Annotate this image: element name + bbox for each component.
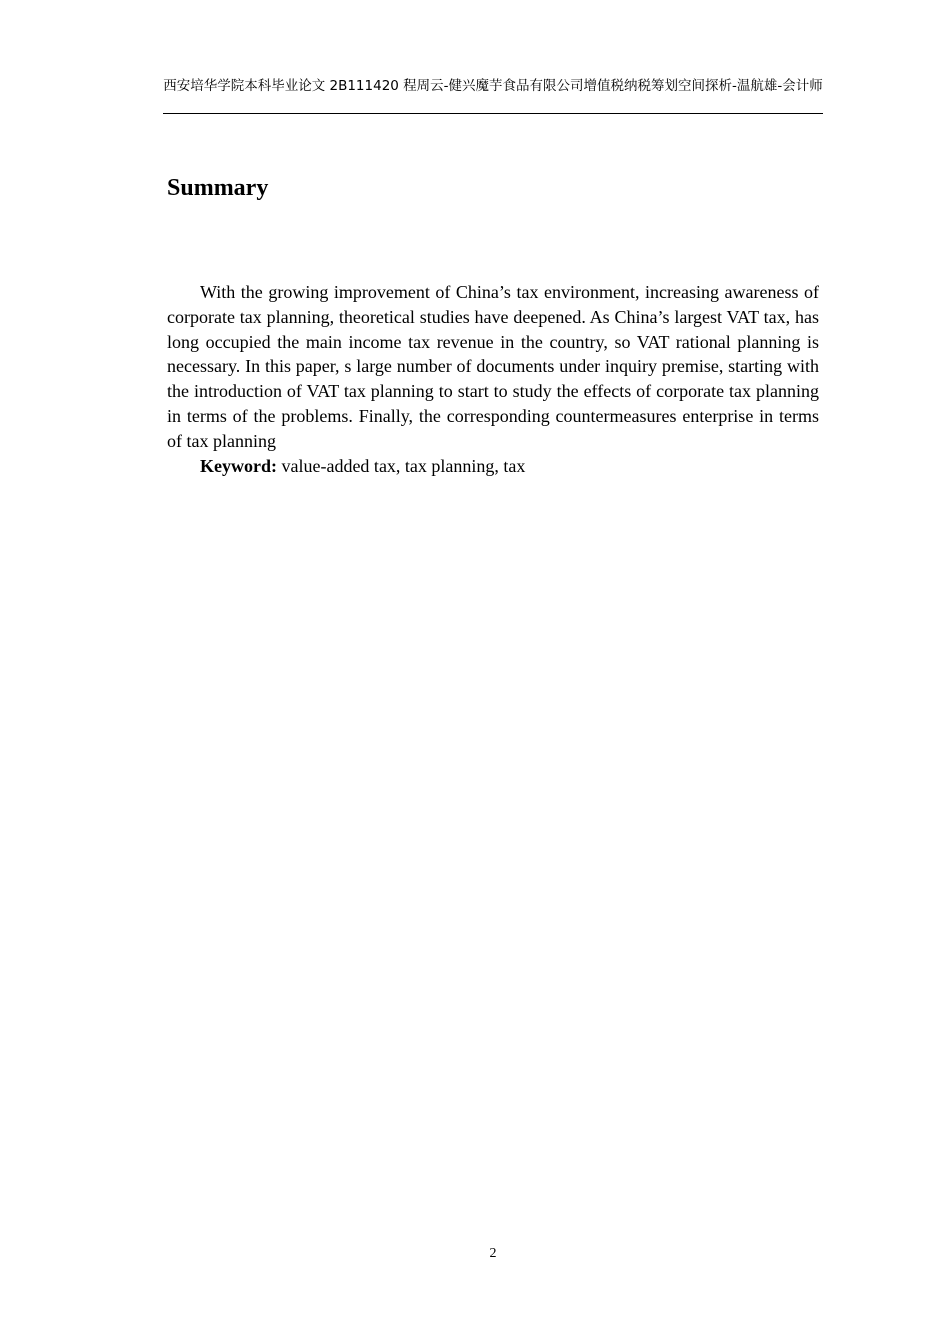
keyword-line (200, 454, 525, 479)
keyword-label: Keyword: (200, 456, 277, 476)
header-rule (163, 113, 823, 114)
section-heading: Summary (167, 175, 269, 201)
running-header: 西安培华学院本科毕业论文 2B111420 程周云-健兴魔芋食品有限公司增值税纳税筹划空间探析-温航雄-会计师 (163, 78, 823, 94)
keyword-list: value-added tax, tax planning, tax (276, 456, 526, 476)
abstract-paragraph: With the growing improvement of China’s tax environment, increasing awareness of corporate tax planning, theoretical studies have deepened. As China’s largest VAT tax, has long occupied the main income tax revenue in the country, so VAT rational planning is necessary. In this paper, s large number of documents under inquiry premise, starting with the introduction of VAT tax planning to start to study the effects of corporate tax planning in terms of the problems. Finally, the corresponding countermeasures enterprise in terms of tax planning (167, 282, 819, 451)
page-number: 2 (489, 1246, 497, 1261)
